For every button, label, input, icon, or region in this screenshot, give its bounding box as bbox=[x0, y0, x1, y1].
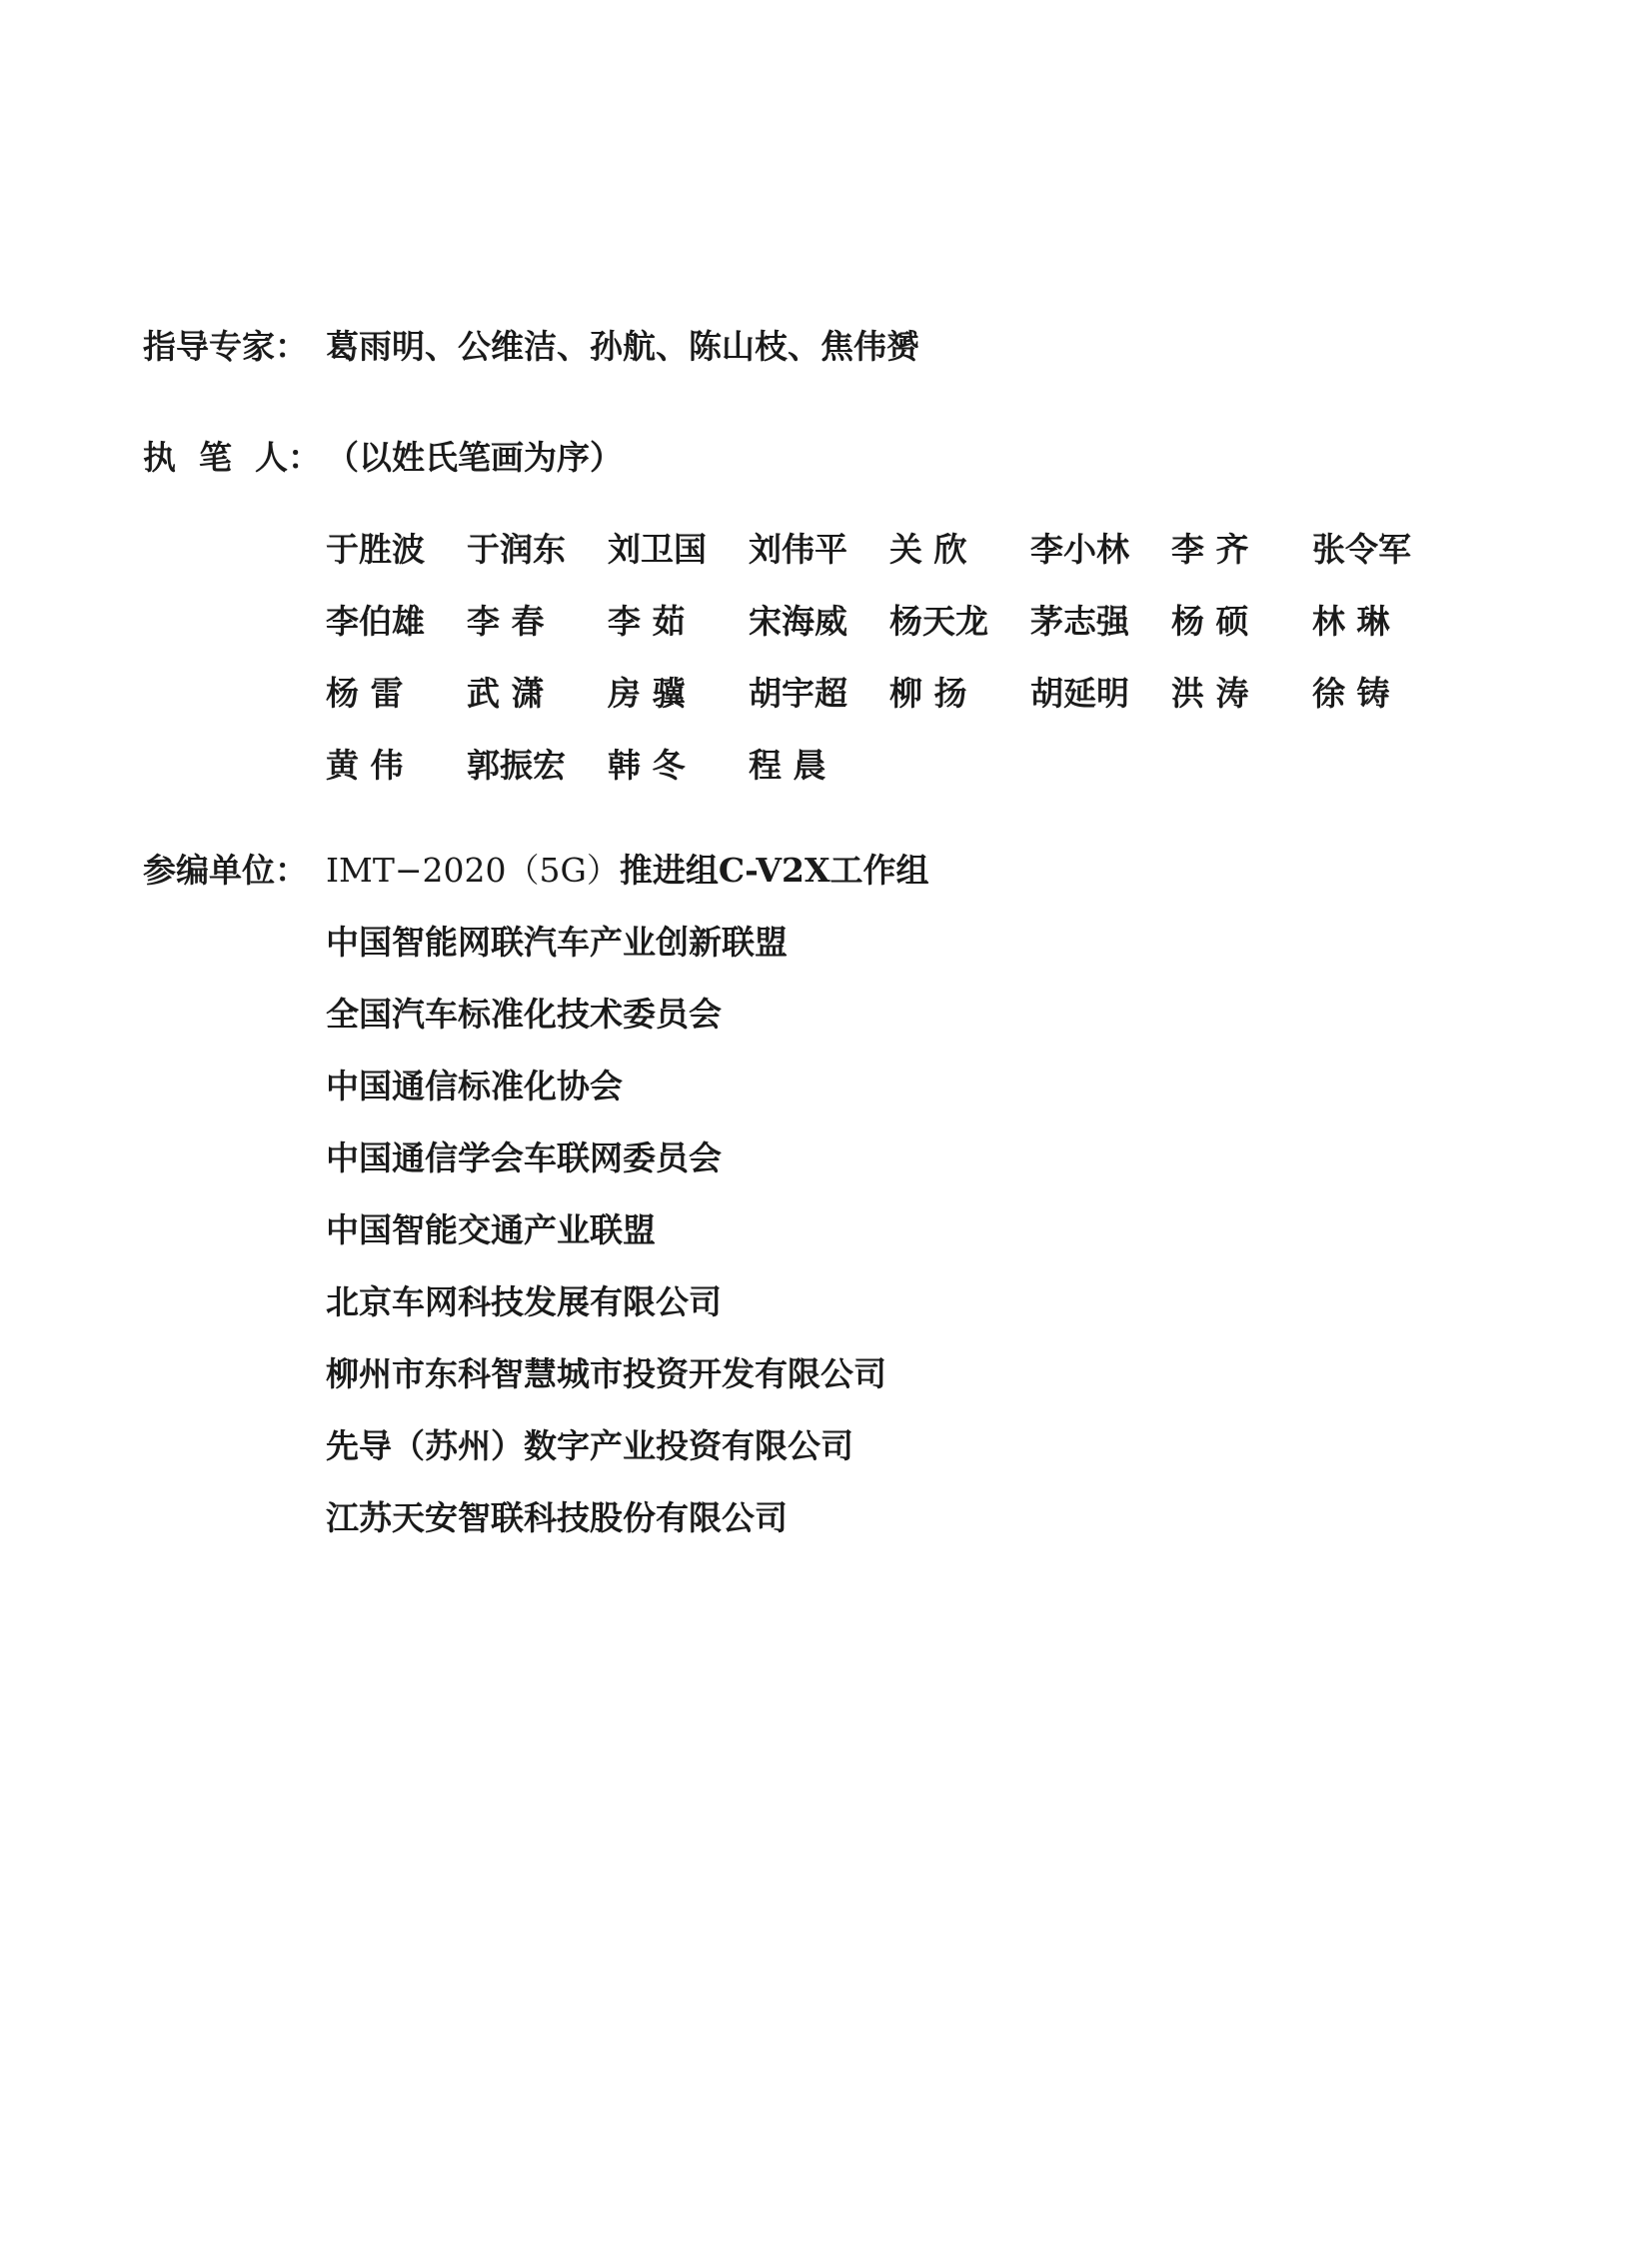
author-name: 柳 扬 bbox=[889, 674, 967, 713]
author-name: 刘卫国 bbox=[608, 530, 707, 569]
author-name: 李 齐 bbox=[1171, 530, 1249, 569]
author-name: 张令军 bbox=[1312, 530, 1411, 569]
unit-item: 全国汽车标准化技术委员会 bbox=[326, 995, 722, 1034]
author-name: 黄 伟 bbox=[326, 746, 404, 785]
author-name: 于润东 bbox=[467, 530, 566, 569]
author-name: 李 茹 bbox=[608, 602, 686, 641]
author-row bbox=[326, 743, 1435, 815]
authors-order-note: （以姓氏笔画为序） bbox=[326, 438, 623, 477]
author-name: 郭振宏 bbox=[467, 746, 566, 785]
authors-list bbox=[326, 527, 1435, 815]
author-name: 胡延明 bbox=[1030, 674, 1129, 713]
author-row bbox=[326, 671, 1435, 743]
author-name: 程 晨 bbox=[749, 746, 826, 785]
unit-item bbox=[326, 848, 929, 920]
author-name: 武 潇 bbox=[467, 674, 545, 713]
author-name: 关 欣 bbox=[889, 530, 967, 569]
units-label: 参编单位： bbox=[143, 851, 308, 890]
author-name: 洪 涛 bbox=[1171, 674, 1249, 713]
author-row bbox=[326, 527, 1435, 599]
author-row bbox=[326, 599, 1435, 671]
author-name: 房 骥 bbox=[608, 674, 686, 713]
author-name: 林 琳 bbox=[1312, 602, 1390, 641]
author-name: 李伯雄 bbox=[326, 602, 425, 641]
unit-item: 先导（苏州）数字产业投资有限公司 bbox=[326, 1426, 853, 1465]
author-name: 杨天龙 bbox=[889, 602, 988, 641]
author-name: 韩 冬 bbox=[608, 746, 686, 785]
author-name: 胡宇超 bbox=[749, 674, 847, 713]
author-name: 杨 雷 bbox=[326, 674, 404, 713]
author-name: 李 春 bbox=[467, 602, 545, 641]
unit-item-cn: 推进组C-V2X工作组 bbox=[619, 851, 929, 890]
unit-item: 中国通信学会车联网委员会 bbox=[326, 1138, 722, 1177]
author-name: 刘伟平 bbox=[749, 530, 847, 569]
author-name: 杨 硕 bbox=[1171, 602, 1249, 641]
author-name: 于胜波 bbox=[326, 530, 425, 569]
unit-item: 中国智能网联汽车产业创新联盟 bbox=[326, 923, 788, 962]
unit-item: 中国通信标准化协会 bbox=[326, 1067, 623, 1106]
experts-label: 指导专家： bbox=[143, 327, 308, 366]
authors-label: 执 笔 人： bbox=[143, 438, 321, 477]
author-name: 宋海威 bbox=[749, 602, 847, 641]
unit-item-latin: IMT−2020（5G） bbox=[326, 851, 620, 890]
unit-item: 北京车网科技发展有限公司 bbox=[326, 1282, 722, 1321]
unit-item: 江苏天安智联科技股份有限公司 bbox=[326, 1498, 788, 1537]
unit-item: 柳州市东科智慧城市投资开发有限公司 bbox=[326, 1354, 886, 1393]
author-name: 李小林 bbox=[1030, 530, 1129, 569]
units-list bbox=[326, 848, 929, 1567]
author-name: 徐 铸 bbox=[1312, 674, 1390, 713]
unit-item: 中国智能交通产业联盟 bbox=[326, 1210, 656, 1249]
experts-names: 葛雨明、公维洁、孙航、陈山枝、焦伟赟 bbox=[326, 327, 919, 366]
author-name: 茅志强 bbox=[1030, 602, 1129, 641]
